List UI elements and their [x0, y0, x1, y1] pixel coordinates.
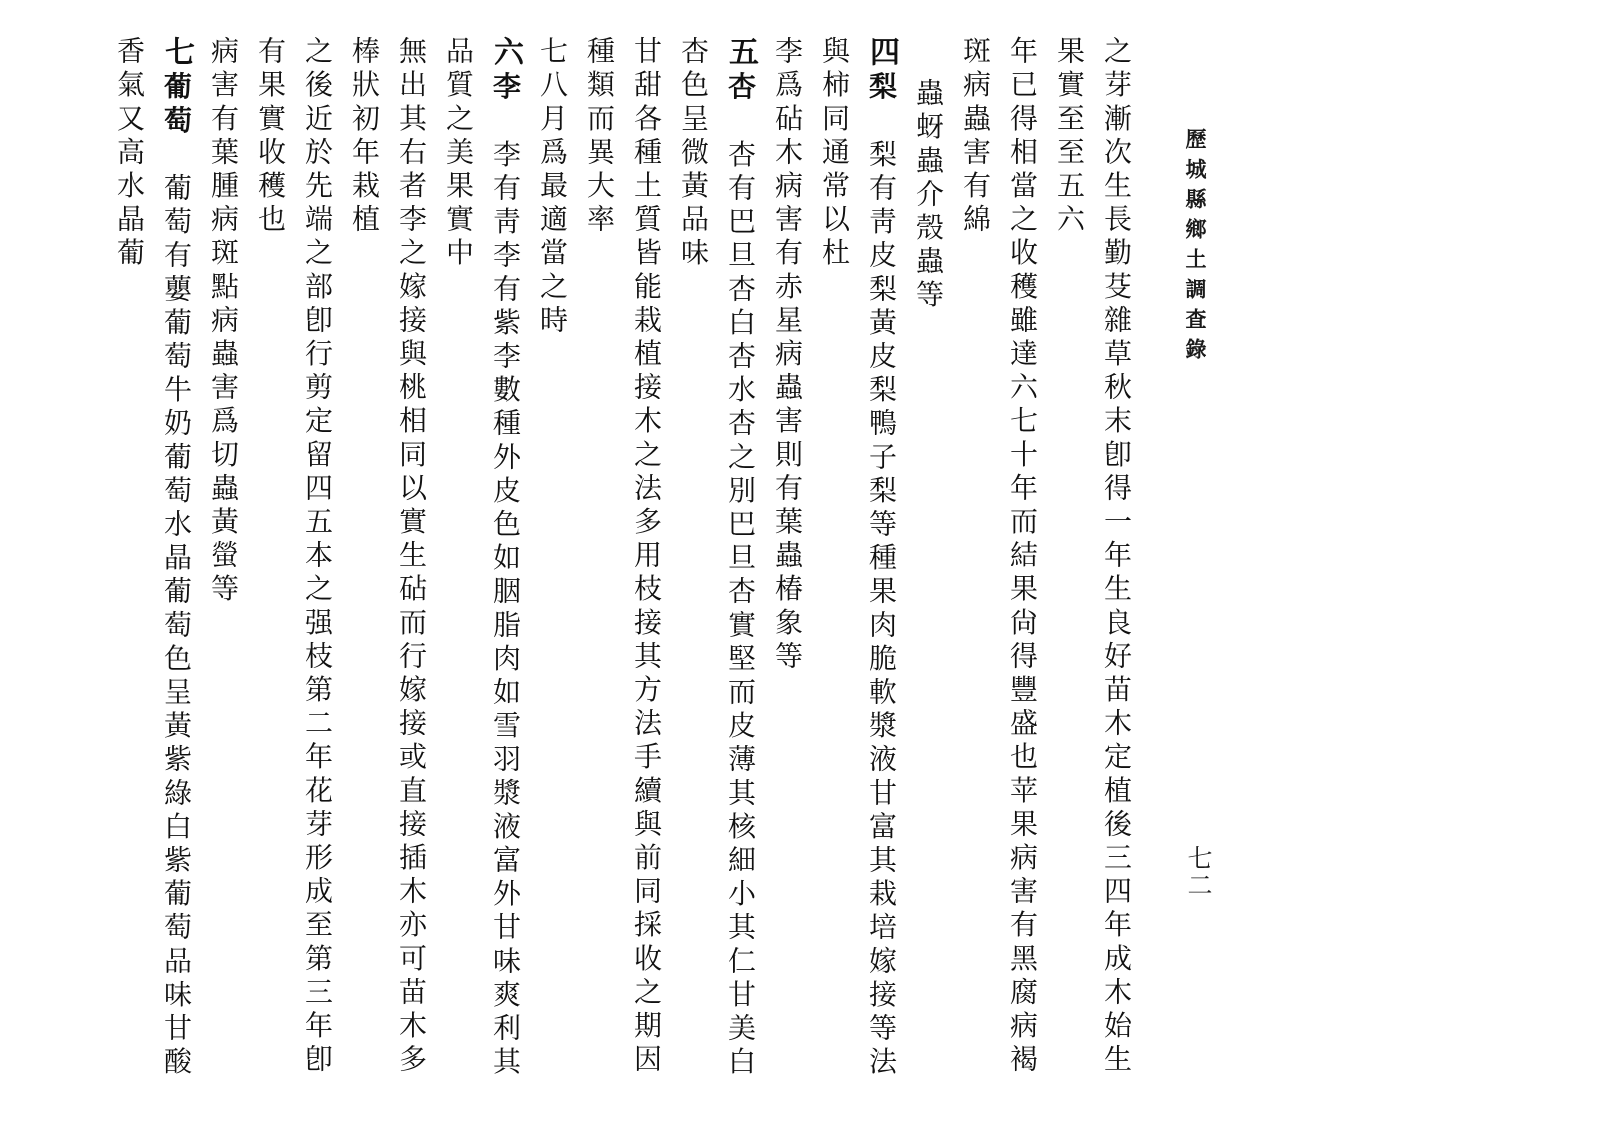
section-number: 六 [488, 36, 523, 72]
column-text: 杏有巴旦杏白杏水杏之別巴旦杏實堅而皮薄其核細小其仁甘美白杏色呈微黃品味 [677, 36, 757, 1081]
text-column [529, 36, 576, 1096]
text-column [905, 36, 952, 1096]
column-text: 年已得相當之收穫雖達六七十年而結果尙得豐盛也苹果病害有黑腐病褐斑病蟲害有綿 [959, 36, 1039, 1078]
text-column [1046, 36, 1140, 1096]
section-number: 五 [723, 36, 758, 72]
running-header: 歷城縣鄉土調査錄 [1183, 128, 1208, 368]
section-column [435, 36, 529, 1096]
column-text: 李有靑李有紫李數種外皮色如胭脂肉如雪羽漿液富外甘味爽利其品質之美果實中 [442, 36, 522, 1081]
text-column [576, 36, 670, 1096]
text-column [764, 36, 811, 1096]
section-number: 七 [159, 36, 194, 72]
column-text: 七八月爲最適當之時 [536, 36, 569, 339]
column-text: 蟲蚜蟲介殼蟲等 [912, 78, 945, 314]
column-text: 梨有靑皮梨黃皮梨鴨子梨等種果肉脆軟漿液甘富其栽培嫁接等法與柿同通常以杜 [818, 36, 898, 1081]
column-text: 葡萄有蘡葡萄牛奶葡萄水晶葡萄色呈黃紫綠白紫葡萄品味甘酸香氣又高水晶葡 [113, 36, 193, 1081]
section-heading: 梨 [865, 71, 898, 106]
section-column [811, 36, 905, 1096]
section-heading: 葡萄 [160, 71, 193, 139]
section-number: 四 [864, 36, 899, 72]
section-column [670, 36, 764, 1096]
column-text: 之芽漸次生長勤芟雜草秋末卽得一年生良好苗木定植後三四年成木始生果實至至五六 [1053, 36, 1133, 1078]
column-text: 無出其右者李之嫁接與桃相同以實生砧而行嫁接或直接插木亦可苗木多棒狀初年栽植 [348, 36, 428, 1078]
text-column [952, 36, 1046, 1096]
page-number: 七二 [1184, 845, 1213, 899]
column-text: 李爲砧木病害有赤星病蟲害則有葉蟲椿象等 [771, 36, 804, 675]
section-heading: 李 [489, 71, 522, 106]
text-column [341, 36, 435, 1096]
column-text: 之後近於先端之部卽行剪定留四五本之强枝第二年花芽形成至第三年卽有果實收穫也 [254, 36, 334, 1078]
text-column [200, 36, 247, 1096]
column-text: 病害有葉腫病斑點病蟲害爲切蟲黃螢等 [207, 36, 240, 608]
section-column [106, 36, 200, 1096]
section-heading: 杏 [724, 71, 757, 106]
body-text [113, 36, 1140, 1096]
column-text: 甘甜各種土質皆能栽植接木之法多用枝接其方法手續與前同採收之期因種類而異大率 [583, 36, 663, 1078]
text-column [247, 36, 341, 1096]
